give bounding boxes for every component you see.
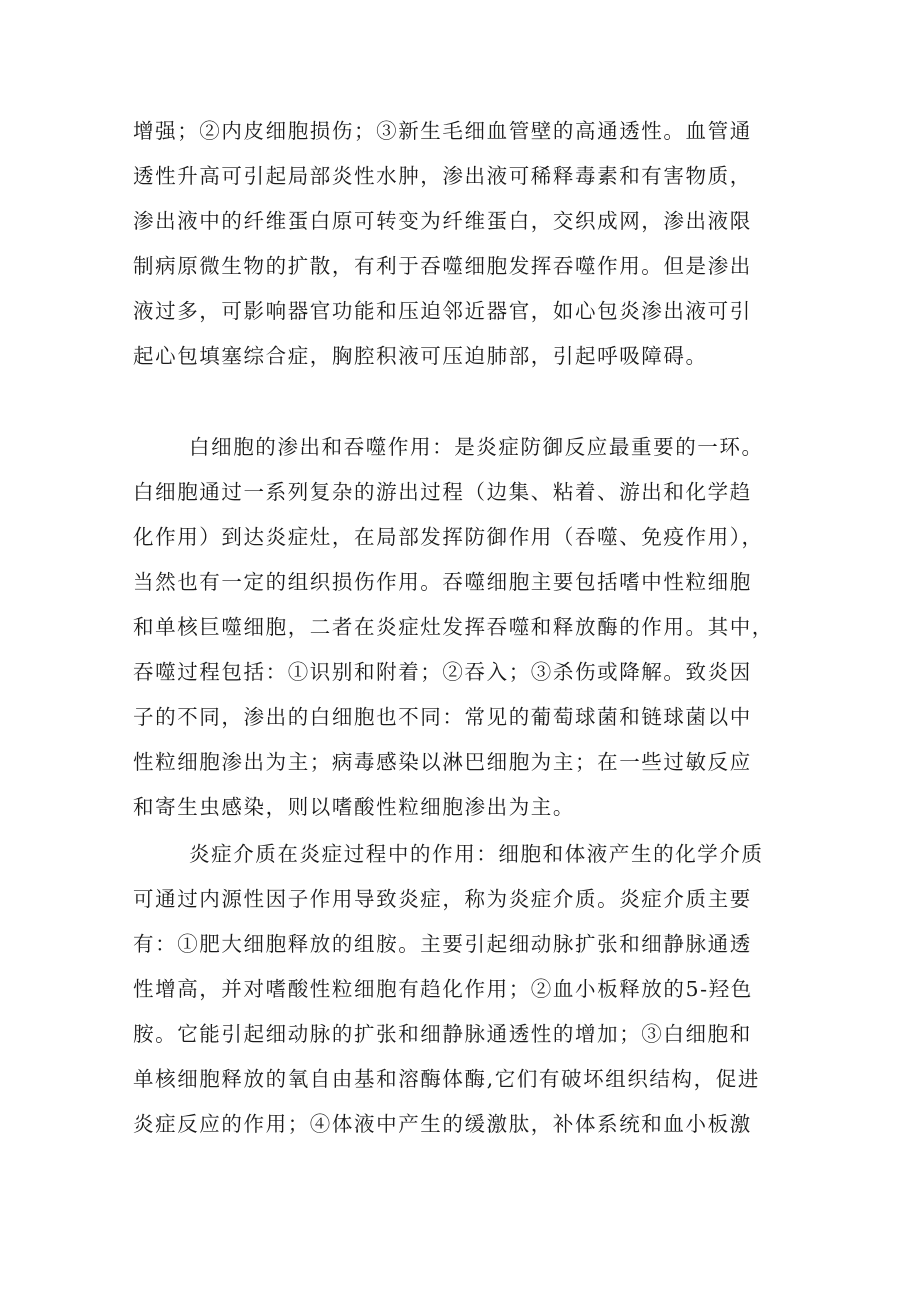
text-line: 白细胞通过一系列复杂的游出过程（边集、粘着、游出和化学趋 <box>133 480 752 504</box>
text-line: 制病原微生物的扩散，有利于吞噬细胞发挥吞噬作用。但是渗出 <box>133 254 752 278</box>
text-line: 吞噬过程包括：①识别和附着；②吞入；③杀伤或降解。致炎因 <box>133 660 752 684</box>
text-line: 渗出液中的纤维蛋白原可转变为纤维蛋白，交织成网，渗出液限 <box>133 209 752 233</box>
paragraph-vascular-permeability <box>133 109 793 379</box>
paragraph-leukocyte-phagocytosis <box>133 425 793 830</box>
text-line: 胺。它能引起细动脉的扩张和细静脉通透性的增加；③白细胞和 <box>133 1022 752 1046</box>
text-line: 性粒细胞渗出为主；病毒感染以淋巴细胞为主；在一些过敏反应 <box>133 750 752 774</box>
text-line: 可通过内源性因子作用导致炎症，称为炎症介质。炎症介质主要 <box>133 887 752 911</box>
text-line: 和单核巨噬细胞，二者在炎症灶发挥吞噬和释放酶的作用。其中， <box>133 615 774 639</box>
text-line: 和寄生虫感染，则以嗜酸性粒细胞渗出为主。 <box>133 795 575 819</box>
text-line: 单核细胞释放的氧自由基和溶酶体酶,它们有破坏组织结构，促进 <box>133 1067 760 1091</box>
text-line: 透性升高可引起局部炎性水肿，渗出液可稀释毒素和有害物质， <box>133 164 752 188</box>
text-line: 炎症介质在炎症过程中的作用：细胞和体液产生的化学介质 <box>189 842 764 866</box>
text-line: 有：①肥大细胞释放的组胺。主要引起细动脉扩张和细静脉通透 <box>133 932 752 956</box>
text-line: 当然也有一定的组织损伤作用。吞噬细胞主要包括嗜中性粒细胞 <box>133 570 752 594</box>
text-line: 化作用）到达炎症灶，在局部发挥防御作用（吞噬、免疫作用）， <box>133 525 764 549</box>
text-line: 性增高，并对嗜酸性粒细胞有趋化作用；②血小板释放的5-羟色 <box>133 977 753 1001</box>
text-line: 液过多，可影响器官功能和压迫邻近器官，如心包炎渗出液可引 <box>133 299 752 323</box>
text-line: 子的不同，渗出的白细胞也不同：常见的葡萄球菌和链球菌以中 <box>133 705 752 729</box>
paragraph-inflammatory-mediators <box>133 832 793 1147</box>
text-line: 起心包填塞综合症，胸腔积液可压迫肺部，引起呼吸障碍。 <box>133 344 708 368</box>
text-line: 白细胞的渗出和吞噬作用：是炎症防御反应最重要的一环。 <box>189 435 764 459</box>
text-line: 增强；②内皮细胞损伤；③新生毛细血管壁的高通透性。血管通 <box>133 119 752 143</box>
text-line: 炎症反应的作用；④体液中产生的缓激肽，补体系统和血小板激 <box>133 1112 752 1136</box>
